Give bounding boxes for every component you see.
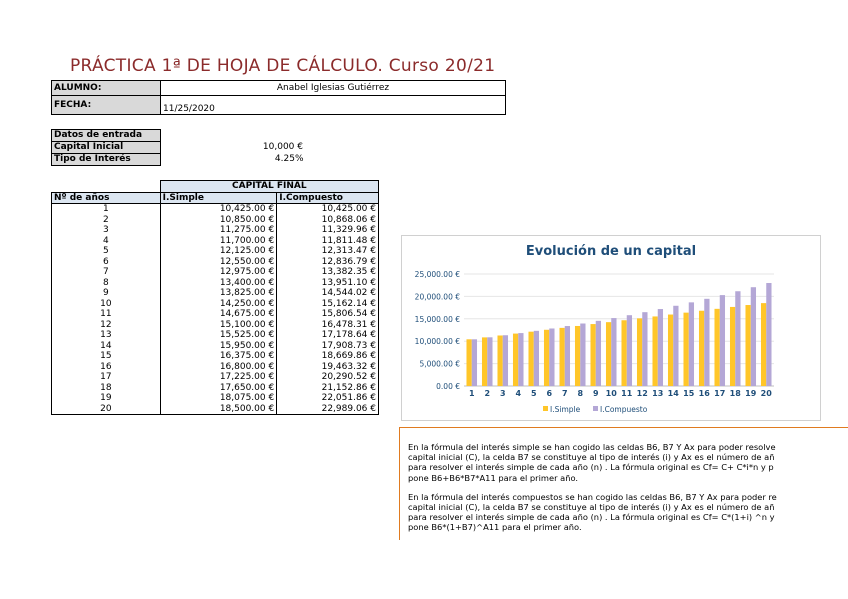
note-compuesto bbox=[408, 492, 848, 533]
year-cell[interactable]: 20 bbox=[52, 404, 161, 415]
x-tick-label: 15 bbox=[683, 389, 695, 398]
bar-simple bbox=[745, 305, 750, 386]
x-tick-label: 2 bbox=[484, 389, 491, 398]
year-cell[interactable]: 14 bbox=[52, 341, 161, 352]
table-row bbox=[52, 393, 379, 404]
bar-compuesto bbox=[472, 339, 477, 386]
bar-simple bbox=[730, 307, 735, 386]
x-tick-label: 18 bbox=[729, 389, 741, 398]
x-tick-label: 7 bbox=[561, 389, 568, 398]
simple-cell[interactable]: 18,075.00 € bbox=[160, 393, 277, 404]
simple-cell[interactable]: 11,275.00 € bbox=[160, 225, 277, 236]
tipo-interes-value[interactable]: 4.25% bbox=[274, 154, 304, 164]
table-row bbox=[52, 236, 379, 247]
compuesto-cell[interactable]: 20,290.52 € bbox=[277, 372, 379, 383]
year-cell[interactable]: 10 bbox=[52, 299, 161, 310]
bar-compuesto bbox=[766, 283, 771, 386]
bar-simple bbox=[466, 339, 471, 386]
table-row bbox=[52, 351, 379, 362]
x-tick-label: 10 bbox=[605, 389, 617, 398]
table-row bbox=[52, 246, 379, 257]
year-cell[interactable]: 12 bbox=[52, 320, 161, 331]
tipo-interes-label: Tipo de Interés bbox=[52, 154, 161, 166]
bar-compuesto bbox=[627, 315, 632, 386]
bar-simple bbox=[513, 334, 518, 386]
simple-cell[interactable]: 12,125.00 € bbox=[160, 246, 277, 257]
compuesto-cell[interactable]: 21,152.86 € bbox=[277, 383, 379, 394]
capital-inicial-label: Capital Inicial bbox=[52, 142, 161, 154]
x-tick-label: 6 bbox=[546, 389, 553, 398]
compuesto-cell[interactable]: 22,989.06 € bbox=[277, 404, 379, 415]
note-line: capital inicial (C), la celda B7 se constituye al tipo de interés (i) y Ax es el número de añ bbox=[408, 502, 775, 513]
col-header-years: Nº de años bbox=[52, 192, 161, 204]
fecha-label: FECHA: bbox=[52, 96, 161, 115]
year-cell[interactable]: 5 bbox=[52, 246, 161, 257]
note-line: pone B6*(1+B7)^A11 para el primer año. bbox=[408, 522, 582, 533]
y-tick-label: 20,000.00 € bbox=[414, 292, 460, 302]
x-tick-label: 9 bbox=[592, 389, 599, 398]
note-line: capital inicial (C), la celda B7 se constituye al tipo de interés (i) y Ax es el número de añ bbox=[408, 452, 775, 463]
alumno-label: ALUMNO: bbox=[52, 81, 161, 96]
bar-compuesto bbox=[751, 287, 756, 386]
simple-cell[interactable]: 11,700.00 € bbox=[160, 236, 277, 247]
x-tick-label: 14 bbox=[667, 389, 679, 398]
bar-compuesto bbox=[735, 291, 740, 386]
compuesto-cell[interactable]: 17,908.73 € bbox=[277, 341, 379, 352]
bar-simple bbox=[575, 326, 580, 386]
x-tick-label: 11 bbox=[621, 389, 633, 398]
bar-compuesto bbox=[720, 295, 725, 386]
bar-compuesto bbox=[658, 309, 663, 386]
simple-cell[interactable]: 13,400.00 € bbox=[160, 278, 277, 289]
bar-compuesto bbox=[580, 323, 585, 386]
table-row bbox=[52, 362, 379, 373]
capital-inicial-value[interactable]: 10,000 € bbox=[262, 142, 303, 152]
x-tick-label: 3 bbox=[499, 389, 506, 398]
bar-simple bbox=[699, 311, 704, 386]
compuesto-cell[interactable]: 10,425.00 € bbox=[277, 204, 379, 215]
note-line: para resolver el interés simple de cada año (n) . La fórmula original es Cf= C+ C*i*n y p bbox=[408, 462, 774, 473]
year-cell[interactable]: 4 bbox=[52, 236, 161, 247]
capital-table bbox=[51, 180, 379, 415]
bar-simple bbox=[497, 335, 502, 386]
fecha-value[interactable]: 11/25/2020 bbox=[161, 96, 506, 115]
table-row bbox=[52, 267, 379, 278]
year-cell[interactable]: 3 bbox=[52, 225, 161, 236]
bar-compuesto bbox=[518, 333, 523, 386]
compuesto-cell[interactable]: 15,806.54 € bbox=[277, 309, 379, 320]
table-row bbox=[52, 404, 379, 415]
bar-simple bbox=[590, 324, 595, 386]
table-row bbox=[52, 330, 379, 341]
legend-swatch bbox=[543, 406, 548, 411]
y-tick-label: 0.00 € bbox=[436, 382, 460, 391]
year-cell[interactable]: 15 bbox=[52, 351, 161, 362]
note-line: En la fórmula del interés compuestos se han cogido las celdas B6, B7 Y Ax para poder re bbox=[408, 491, 777, 502]
x-tick-label: 13 bbox=[652, 389, 664, 398]
table-row bbox=[52, 278, 379, 289]
simple-cell[interactable]: 15,100.00 € bbox=[160, 320, 277, 331]
simple-cell[interactable]: 10,850.00 € bbox=[160, 215, 277, 226]
year-cell[interactable]: 16 bbox=[52, 362, 161, 373]
formula-notes bbox=[399, 427, 848, 540]
bar-compuesto bbox=[596, 321, 601, 386]
year-cell[interactable]: 11 bbox=[52, 309, 161, 320]
simple-cell[interactable]: 16,375.00 € bbox=[160, 351, 277, 362]
bar-compuesto bbox=[611, 318, 616, 386]
alumno-value[interactable]: Anabel Iglesias Gutiérrez bbox=[161, 81, 506, 96]
table-row bbox=[52, 309, 379, 320]
compuesto-cell[interactable]: 15,162.14 € bbox=[277, 299, 379, 310]
x-tick-label: 17 bbox=[714, 389, 726, 398]
table-row bbox=[52, 257, 379, 268]
x-tick-label: 16 bbox=[698, 389, 710, 398]
year-cell[interactable]: 17 bbox=[52, 372, 161, 383]
year-cell[interactable]: 13 bbox=[52, 330, 161, 341]
bar-compuesto bbox=[642, 312, 647, 386]
student-info bbox=[51, 80, 506, 115]
datos-entrada-label: Datos de entrada bbox=[52, 130, 161, 142]
bar-simple bbox=[652, 316, 657, 386]
y-tick-label: 15,000.00 € bbox=[414, 314, 460, 324]
bar-simple bbox=[606, 322, 611, 386]
compuesto-cell[interactable]: 14,544.02 € bbox=[277, 288, 379, 299]
note-line: pone B6+B6*B7*A11 para el primer año. bbox=[408, 472, 579, 483]
bar-compuesto bbox=[689, 302, 694, 386]
year-cell[interactable]: 7 bbox=[52, 267, 161, 278]
simple-cell[interactable]: 12,550.00 € bbox=[160, 257, 277, 268]
page-title: PRÁCTICA 1ª DE HOJA DE CÁLCULO. Curso 20/21 bbox=[70, 56, 496, 76]
year-cell[interactable]: 6 bbox=[52, 257, 161, 268]
x-tick-label: 1 bbox=[468, 389, 475, 398]
bar-compuesto bbox=[487, 337, 492, 386]
compuesto-cell[interactable]: 10,868.06 € bbox=[277, 215, 379, 226]
bar-simple bbox=[714, 309, 719, 386]
chart-title: Evolución de un capital bbox=[525, 244, 697, 259]
note-line: En la fórmula del interés simple se han cogido las celdas B6, B7 Y Ax para poder resolve bbox=[408, 442, 776, 452]
note-line: para resolver el interés simple de cada año (n) . La fórmula original es Cf= C*(1+i) ^n y bbox=[408, 512, 775, 523]
x-tick-label: 8 bbox=[577, 389, 584, 398]
compuesto-cell[interactable]: 12,313.47 € bbox=[277, 246, 379, 257]
bar-simple bbox=[559, 328, 564, 386]
y-tick-label: 10,000.00 € bbox=[414, 337, 460, 347]
bar-compuesto bbox=[704, 299, 709, 386]
compuesto-cell[interactable]: 13,951.10 € bbox=[277, 278, 379, 289]
year-cell[interactable]: 2 bbox=[52, 215, 161, 226]
bar-compuesto bbox=[503, 335, 508, 386]
simple-cell[interactable]: 14,675.00 € bbox=[160, 309, 277, 320]
simple-cell[interactable]: 16,800.00 € bbox=[160, 362, 277, 373]
x-tick-label: 19 bbox=[745, 389, 757, 398]
simple-cell[interactable]: 17,225.00 € bbox=[160, 372, 277, 383]
y-tick-label: 5,000.00 € bbox=[419, 359, 460, 369]
x-tick-label: 4 bbox=[515, 389, 522, 398]
table-row bbox=[52, 215, 379, 226]
bar-simple bbox=[761, 303, 766, 386]
bar-simple bbox=[668, 315, 673, 386]
year-cell[interactable]: 8 bbox=[52, 278, 161, 289]
compuesto-cell[interactable]: 11,329.96 € bbox=[277, 225, 379, 236]
table-row bbox=[52, 204, 379, 215]
bar-compuesto bbox=[534, 331, 539, 386]
year-cell[interactable]: 1 bbox=[52, 204, 161, 215]
x-tick-label: 12 bbox=[636, 389, 648, 398]
year-cell[interactable]: 18 bbox=[52, 383, 161, 394]
bar-simple bbox=[683, 313, 688, 386]
simple-cell[interactable]: 18,500.00 € bbox=[160, 404, 277, 415]
table-row bbox=[52, 320, 379, 331]
compuesto-cell[interactable]: 12,836.79 € bbox=[277, 257, 379, 268]
simple-cell[interactable]: 12,975.00 € bbox=[160, 267, 277, 278]
table-row bbox=[52, 288, 379, 299]
input-data bbox=[51, 129, 306, 166]
simple-cell[interactable]: 10,425.00 € bbox=[160, 204, 277, 215]
bar-simple bbox=[621, 320, 626, 386]
year-cell[interactable]: 9 bbox=[52, 288, 161, 299]
year-cell[interactable]: 19 bbox=[52, 393, 161, 404]
simple-cell[interactable]: 17,650.00 € bbox=[160, 383, 277, 394]
bar-compuesto bbox=[673, 306, 678, 386]
compuesto-cell[interactable]: 13,382.35 € bbox=[277, 267, 379, 278]
bar-simple bbox=[544, 330, 549, 386]
x-tick-label: 20 bbox=[760, 389, 772, 398]
bar-compuesto bbox=[565, 326, 570, 386]
y-tick-label: 25,000.00 € bbox=[414, 270, 460, 279]
compuesto-cell[interactable]: 22,051.86 € bbox=[277, 393, 379, 404]
compuesto-cell[interactable]: 11,811.48 € bbox=[277, 236, 379, 247]
x-tick-label: 5 bbox=[530, 389, 537, 398]
col-header-compuesto: I.Compuesto bbox=[277, 192, 379, 204]
col-header-simple: I.Simple bbox=[160, 192, 277, 204]
legend-swatch bbox=[593, 406, 598, 411]
table-row bbox=[52, 341, 379, 352]
legend-label: I.Simple bbox=[550, 405, 581, 414]
capital-chart[interactable] bbox=[401, 235, 821, 421]
table-row bbox=[52, 372, 379, 383]
simple-cell[interactable]: 14,250.00 € bbox=[160, 299, 277, 310]
compuesto-cell[interactable]: 16,478.31 € bbox=[277, 320, 379, 331]
compuesto-cell[interactable]: 18,669.86 € bbox=[277, 351, 379, 362]
capital-final-header: CAPITAL FINAL bbox=[160, 181, 378, 193]
simple-cell[interactable]: 15,525.00 € bbox=[160, 330, 277, 341]
table-row bbox=[52, 299, 379, 310]
compuesto-cell[interactable]: 17,178.64 € bbox=[277, 330, 379, 341]
chart-plot bbox=[402, 236, 820, 420]
note-simple bbox=[408, 442, 848, 483]
bar-simple bbox=[637, 318, 642, 386]
table-row bbox=[52, 383, 379, 394]
legend-label: I.Compuesto bbox=[600, 405, 648, 414]
bar-simple bbox=[482, 337, 487, 386]
compuesto-cell[interactable]: 19,463.32 € bbox=[277, 362, 379, 373]
simple-cell[interactable]: 15,950.00 € bbox=[160, 341, 277, 352]
bar-compuesto bbox=[549, 328, 554, 386]
simple-cell[interactable]: 13,825.00 € bbox=[160, 288, 277, 299]
table-row bbox=[52, 225, 379, 236]
bar-simple bbox=[528, 332, 533, 386]
